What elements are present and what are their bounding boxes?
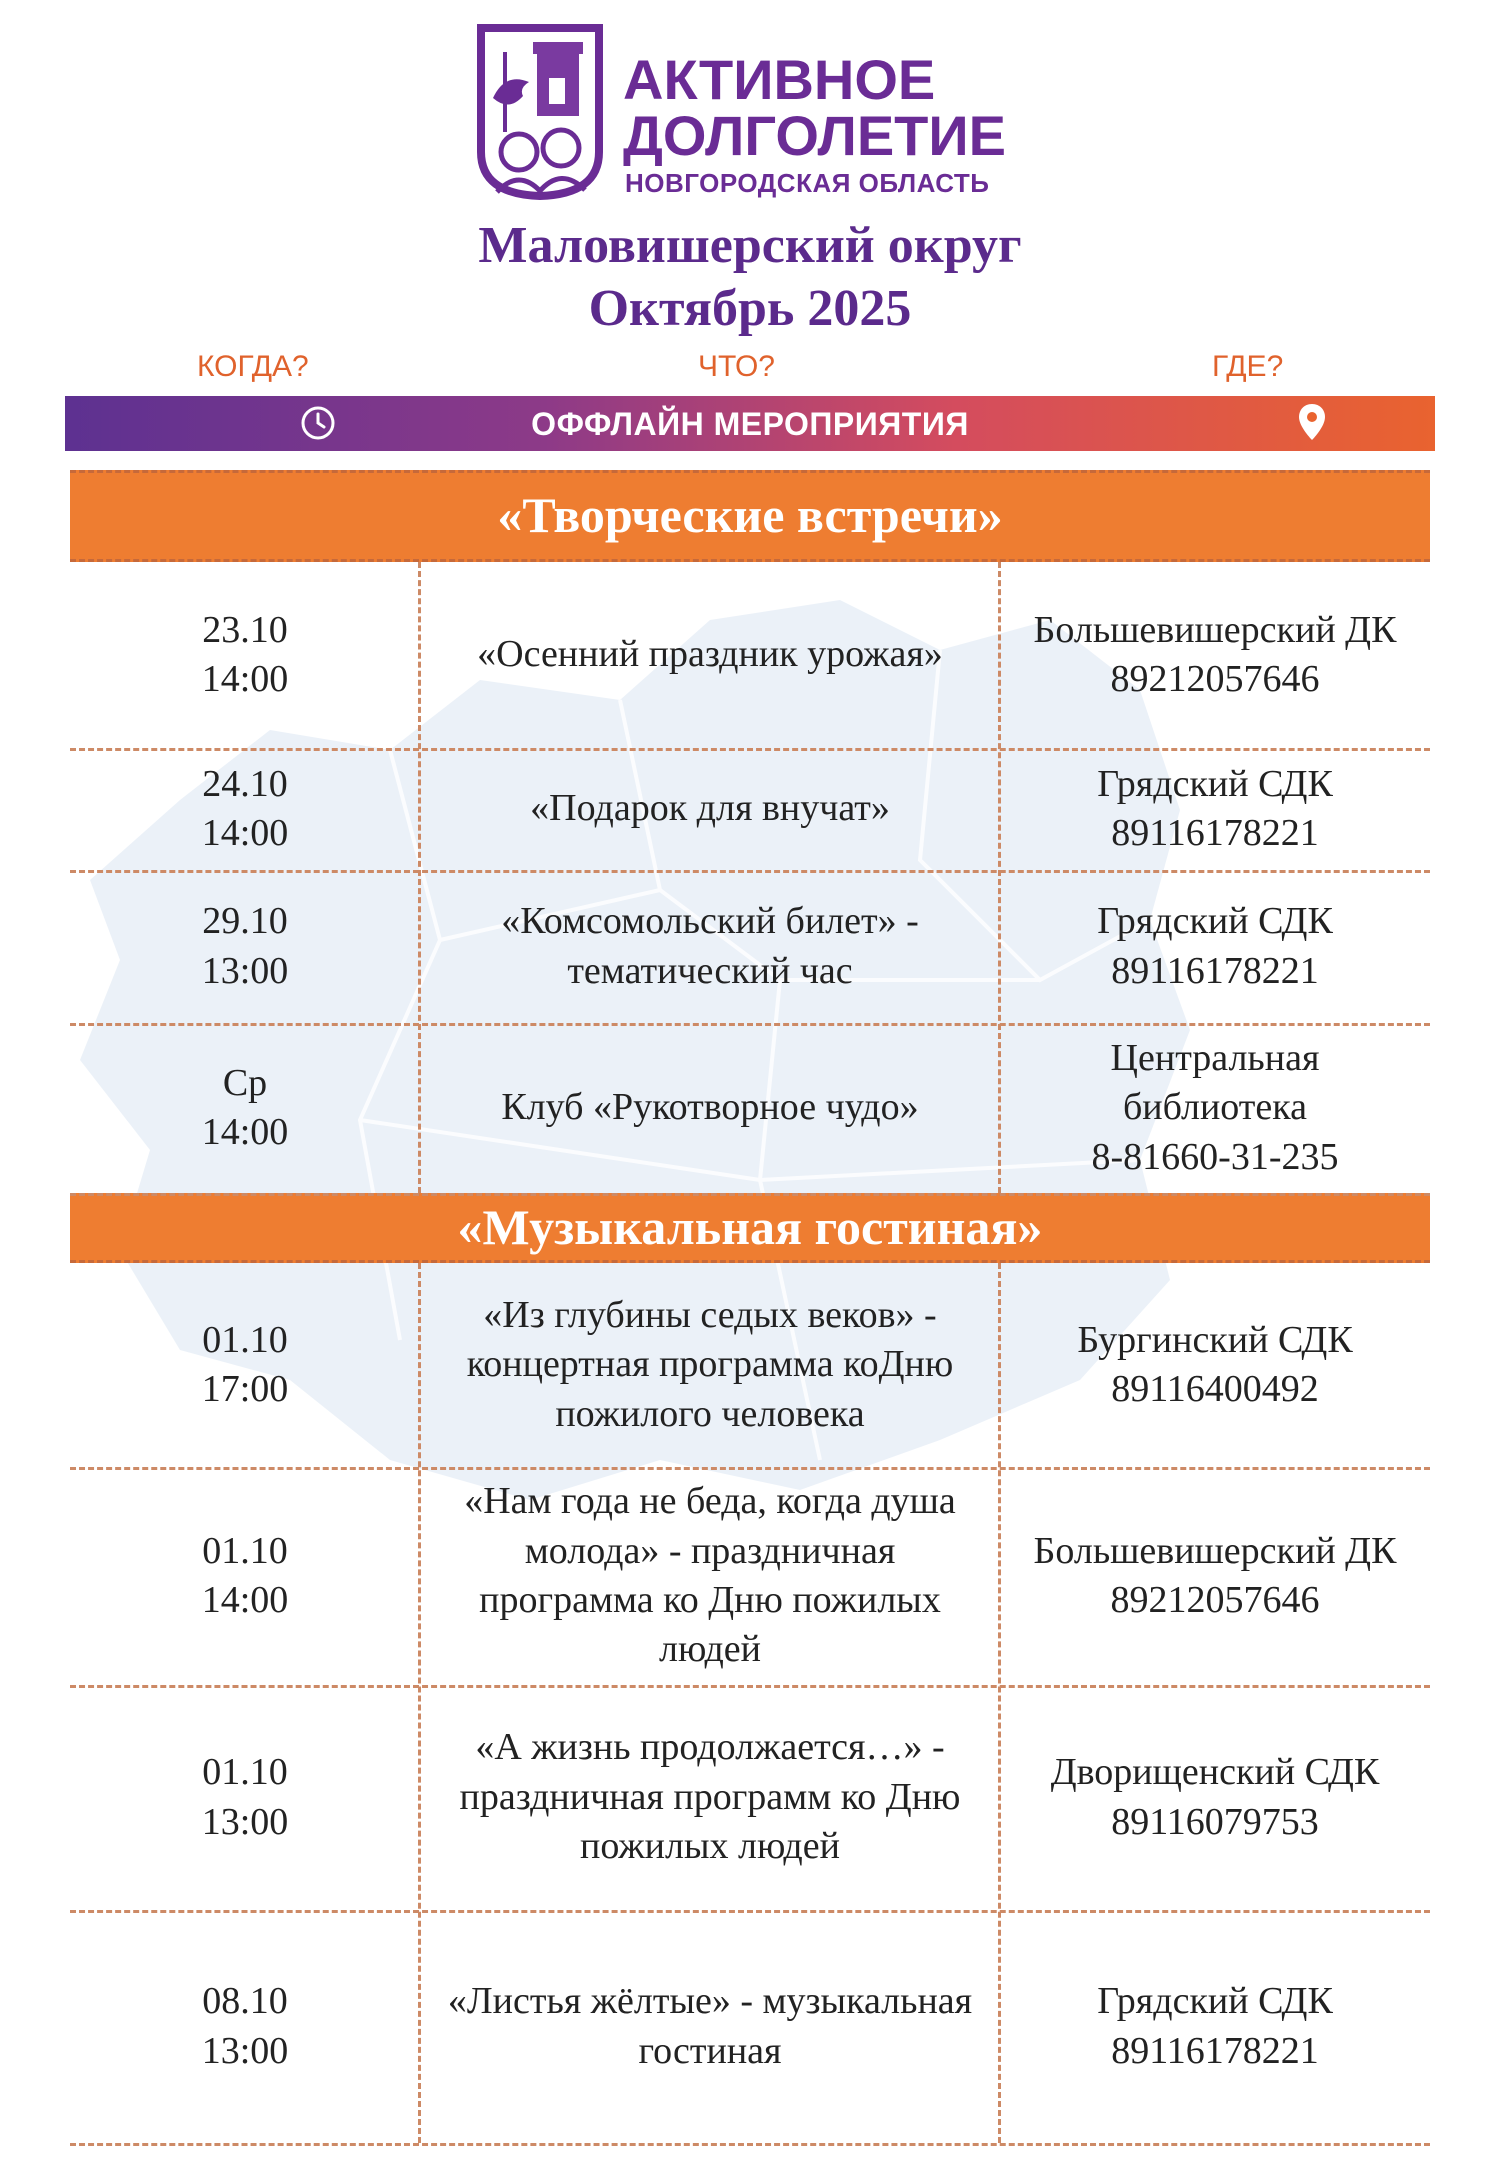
page-title: Маловишерский округ — [478, 217, 1022, 274]
table-row — [70, 1263, 1430, 1467]
table-row — [70, 562, 1430, 748]
column-divider — [418, 1263, 421, 2143]
event-location: Грядский СДК 89116178221 — [1097, 900, 1333, 992]
table-row — [70, 1685, 1430, 1910]
event-date-time: 01.10 17:00 — [201, 1318, 289, 1410]
offline-events-banner — [65, 396, 1435, 451]
event-title: «Осенний праздник урожая» — [477, 633, 943, 676]
event-date-time: 23.10 14:00 — [201, 608, 289, 700]
table-row — [70, 1023, 1430, 1193]
event-location: Большевишерский ДК 89212057646 — [1033, 608, 1397, 700]
label-what: ЧТО? — [698, 350, 775, 383]
event-date-time: Ср 14:00 — [201, 1061, 289, 1153]
event-title: «Нам года не беда, когда душа молода» - праздничная программа ко Дню пожилых людей — [464, 1480, 956, 1671]
page-subtitle: Октябрь 2025 — [588, 280, 912, 337]
event-date-time: 24.10 14:00 — [201, 762, 289, 854]
event-date-time: 08.10 13:00 — [201, 1980, 289, 2072]
event-title: «Подарок для внучат» — [530, 787, 890, 830]
logo-text-region: НОВГОРОДСКАЯ ОБЛАСТЬ — [625, 168, 990, 198]
table-row — [70, 748, 1430, 870]
logo-text-line2: ДОЛГОЛЕТИЕ — [623, 104, 1006, 167]
label-when: КОГДА? — [197, 350, 309, 383]
event-title: «Листья жёлтые» - музыкальная гостиная — [447, 1980, 973, 2072]
event-title: «А жизнь продолжается…» - праздничная программ ко Дню пожилых людей — [459, 1726, 961, 1868]
emblem-icon — [475, 22, 605, 200]
row-divider — [70, 2143, 1430, 2146]
table-row — [70, 1467, 1430, 1685]
table-row — [70, 1910, 1430, 2143]
event-location: Грядский СДК 89116178221 — [1097, 1980, 1333, 2072]
event-date-time: 01.10 14:00 — [201, 1529, 289, 1621]
event-title: «Комсомольский билет» - тематический час — [501, 900, 919, 992]
column-divider — [998, 562, 1001, 1193]
event-title: «Из глубины седых веков» - концертная программа коДню пожилого человека — [466, 1293, 954, 1435]
table-row — [70, 870, 1430, 1023]
logo — [475, 22, 1035, 202]
event-title: Клуб «Рукотворное чудо» — [501, 1086, 919, 1129]
event-date-time: 01.10 13:00 — [201, 1751, 289, 1843]
row-divider — [70, 1193, 1430, 1196]
column-divider — [998, 1263, 1001, 2143]
event-date-time: 29.10 13:00 — [201, 900, 289, 992]
logo-text-line1: АКТИВНОЕ — [623, 48, 936, 111]
column-labels — [0, 350, 1500, 386]
location-pin-icon — [1297, 402, 1327, 442]
event-location: Дворищенский СДК 89116079753 — [1050, 1751, 1380, 1843]
event-location: Грядский СДК 89116178221 — [1097, 762, 1333, 854]
section-header: «Творческие встречи» — [70, 470, 1430, 562]
event-location: Большевишерский ДК 89212057646 — [1033, 1529, 1397, 1621]
label-where: ГДЕ? — [1212, 350, 1284, 383]
banner-title: ОФФЛАЙН МЕРОПРИЯТИЯ — [531, 406, 969, 442]
column-divider — [418, 562, 421, 1193]
event-location: Центральная библиотека 8-81660-31-235 — [1091, 1036, 1339, 1178]
section-header: «Музыкальная гостиная» — [70, 1193, 1430, 1263]
event-location: Бургинский СДК 89116400492 — [1077, 1318, 1353, 1410]
